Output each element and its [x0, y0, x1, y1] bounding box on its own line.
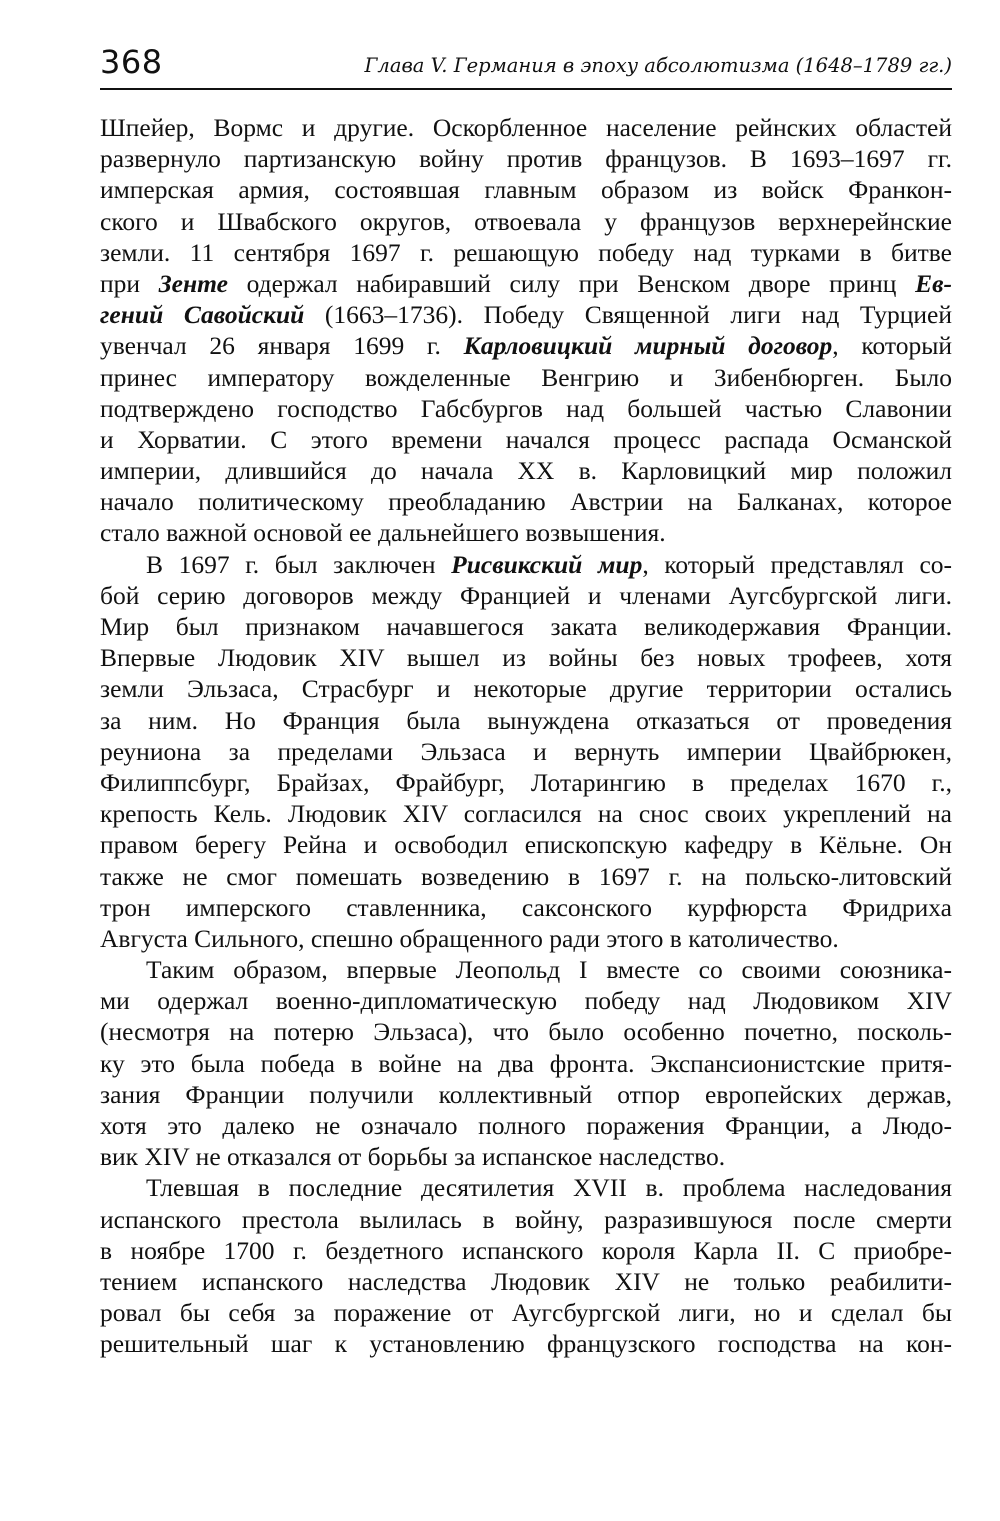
text-segment: в ноябре 1700 г. бездетного испанского короля Карла II. С приобре- [100, 1235, 952, 1265]
text-line [100, 143, 952, 174]
paragraph [100, 549, 952, 954]
emphasized-term: Рисвикский мир [451, 549, 643, 579]
text-line [100, 954, 952, 985]
text-segment: ку это была победа в войне на два фронта. Экспансионистские притя- [100, 1048, 952, 1078]
text-segment: правом берегу Рейна и освободил епископскую кафедру в Кёльне. Он [100, 830, 952, 860]
page-number: 368 [100, 43, 163, 81]
text-line [100, 517, 952, 548]
text-line [100, 362, 952, 393]
text-line [100, 642, 952, 673]
text-segment: крепость Кель. Людовик XIV согласился на снос своих укреплений на [100, 799, 952, 829]
text-line [100, 206, 952, 237]
text-line [100, 923, 952, 954]
text-line [100, 985, 952, 1016]
text-segment: Филиппсбург, Брайзах, Фрайбург, Лотарингию в пределах 1670 г., [100, 767, 952, 797]
text-line [100, 1141, 952, 1172]
text-segment: хотя это далеко не означало полного поражения Франции, а Людо- [100, 1111, 952, 1140]
text-segment: Шпейер, Вормс и другие. Оскорбленное население рейнских областей [100, 113, 952, 142]
text-line [100, 455, 952, 486]
text-segment: увенчал 26 января 1699 г. [100, 331, 464, 361]
paragraph [100, 954, 952, 1172]
text-line [100, 1172, 952, 1203]
text-line [100, 892, 952, 923]
text-segment: ми одержал военно-дипломатическую победу над Людовиком XIV [100, 986, 952, 1016]
text-segment: решительный шаг к установлению французского господства на кон- [100, 1329, 952, 1359]
text-line [100, 1048, 952, 1079]
text-line [100, 393, 952, 424]
text-line [100, 798, 952, 829]
text-segment: ского и Швабского округов, отвоевала у французов верхнерейнские [100, 206, 952, 236]
text-line [100, 673, 952, 704]
text-segment: также не смог помешать возведению в 1697 г. на польско-литовский [100, 861, 952, 891]
text-segment: развернуло партизанскую войну против французов. В 1693–1697 гг. [100, 144, 952, 174]
text-segment: Таким образом, впервые Леопольд I вместе со своими союзника- [146, 955, 952, 985]
text-segment: земли. 11 сентября 1697 г. решающую победу над турками в битве [100, 237, 952, 267]
text-line [100, 1328, 952, 1359]
text-segment: ровал бы себя за поражение от Аугсбургской лиги, но и сделал бы [100, 1298, 952, 1328]
text-line [100, 1079, 952, 1110]
text-segment: стало важной основой ее дальнейшего возвышения. [100, 518, 666, 548]
text-line [100, 424, 952, 455]
text-line [100, 1297, 952, 1328]
text-line [100, 299, 952, 330]
body-text [100, 112, 952, 1360]
text-line [100, 767, 952, 798]
text-segment: , который [832, 331, 952, 361]
emphasized-term: Ев- [915, 268, 952, 298]
text-segment: В 1697 г. был заключен [146, 549, 452, 579]
text-segment: (1663–1736). Победу Священной лиги над Турцией [304, 300, 952, 330]
text-segment: земли Эльзаса, Страсбург и некоторые другие территории остались [100, 674, 952, 704]
text-line [100, 861, 952, 892]
text-line [100, 829, 952, 860]
text-line [100, 736, 952, 767]
text-segment: при [100, 268, 159, 298]
text-line [100, 174, 952, 205]
text-segment: (несмотря на потерю Эльзаса), что было особенно почетно, посколь- [100, 1017, 952, 1047]
text-segment: имперская армия, состоявшая главным образом из войск Франкон- [100, 175, 952, 205]
text-line [100, 486, 952, 517]
text-segment: Впервые Людовик XIV вышел из войны без новых трофеев, хотя [100, 643, 952, 673]
text-line [100, 1016, 952, 1047]
paragraph [100, 112, 952, 549]
text-line [100, 112, 952, 143]
text-segment: тением испанского наследства Людовик XIV не только реабилити- [100, 1266, 952, 1296]
text-line [100, 1110, 952, 1141]
text-segment: , который представлял со- [642, 549, 952, 579]
text-segment: вик XIV не отказался от борьбы за испанское наследство. [100, 1142, 726, 1172]
text-line [100, 580, 952, 611]
text-line [100, 330, 952, 361]
text-segment: зания Франции получили коллективный отпор европейских держав, [100, 1079, 952, 1109]
text-segment: империи, длившийся до начала XX в. Карловицкий мир положил [100, 456, 952, 486]
text-segment: принес императору вожделенные Венгрию и Зибенбюрген. Было [100, 362, 952, 392]
text-line [100, 611, 952, 642]
text-line [100, 1235, 952, 1266]
running-title: Глава V. Германия в эпоху абсолютизма (1648–1789 гг.) [364, 54, 952, 77]
text-line [100, 268, 952, 299]
text-line [100, 705, 952, 736]
text-segment: Августа Сильного, спешно обращенного ради этого в католичество. [100, 923, 839, 953]
emphasized-term: Зенте [158, 268, 228, 298]
text-segment: подтверждено господство Габсбургов над большей частью Славонии [100, 393, 952, 423]
text-line [100, 1266, 952, 1297]
running-header [100, 42, 952, 90]
text-segment: реуниона за пределами Эльзаса и вернуть империи Цвайбрюкен, [100, 736, 952, 766]
text-line [100, 237, 952, 268]
text-segment: бой серию договоров между Францией и членами Аугсбургской лиги. [100, 580, 952, 610]
text-line [100, 1204, 952, 1235]
text-segment: за ним. Но Франция была вынуждена отказаться от проведения [100, 705, 952, 735]
text-segment: одержал набиравший силу при Венском дворе принц [227, 268, 916, 298]
text-segment: начало политическому преобладанию Австрии на Балканах, которое [100, 487, 952, 517]
text-segment: Мир был признаком начавшегося заката великодержавия Франции. [100, 612, 952, 641]
emphasized-term: Карловицкий мирный договор [463, 331, 833, 361]
text-line [100, 549, 952, 580]
text-segment: и Хорватии. С этого времени начался процесс распада Османской [100, 424, 952, 454]
text-segment: трон имперского ставленника, саксонского курфюрста Фридриха [100, 892, 952, 922]
emphasized-term: гений Савойский [100, 300, 305, 330]
paragraph [100, 1172, 952, 1359]
text-segment: Тлевшая в последние десятилетия XVII в. проблема наследования [146, 1173, 952, 1203]
text-segment: испанского престола вылилась в войну, разразившуюся после смерти [100, 1204, 952, 1234]
